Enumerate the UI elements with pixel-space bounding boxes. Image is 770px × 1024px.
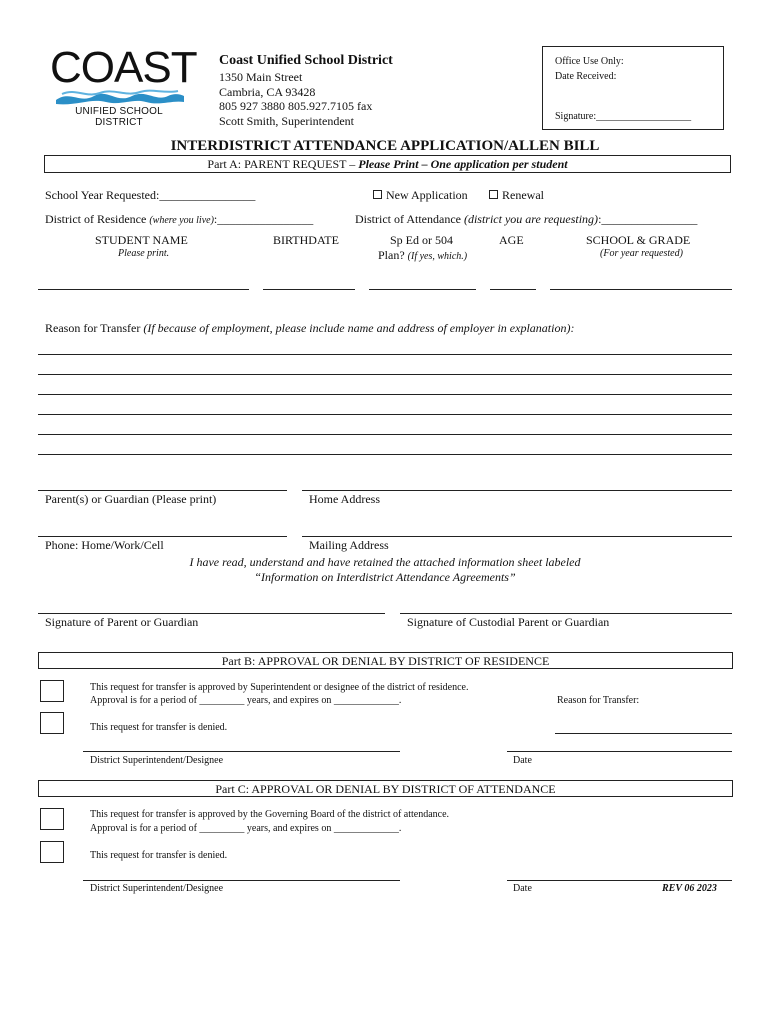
part-a-heading-text: Part A: PARENT REQUEST – xyxy=(207,157,359,171)
district-attendance-field[interactable] xyxy=(355,212,697,226)
part-b-date-line[interactable] xyxy=(507,751,732,752)
attestation-line-1: I have read, understand and have retained the attached information sheet labeled xyxy=(189,555,581,569)
new-application-label: New Application xyxy=(386,188,468,202)
office-use-title: Office Use Only: xyxy=(555,56,624,67)
col-sped-line1: Sp Ed or 504 xyxy=(390,233,453,247)
part-b-deny-checkbox[interactable] xyxy=(40,712,64,734)
part-c-designee-label: District Superintendent/Designee xyxy=(90,883,224,894)
district-residence-label: District of Residence xyxy=(45,212,150,226)
reason-hint: (If because of employment, please include name and address of employer in explanation): xyxy=(143,321,575,335)
district-residence-hint: (where you live) xyxy=(149,215,214,226)
parent-name-line[interactable] xyxy=(38,490,287,491)
logo-wave-icon xyxy=(56,88,184,106)
address-line-2: Cambria, CA 93428 xyxy=(219,85,316,99)
district-attendance-blank: :________________ xyxy=(598,212,698,226)
mailing-address-label: Mailing Address xyxy=(309,538,389,552)
part-a-heading xyxy=(45,157,730,171)
form-title: INTERDISTRICT ATTENDANCE APPLICATION/ALLEN BILL xyxy=(170,138,600,154)
part-c-date-label: Date xyxy=(513,883,532,894)
mailing-address-line[interactable] xyxy=(302,536,732,537)
new-application-checkbox[interactable] xyxy=(373,190,382,199)
part-c-approved-line2: Approval is for a period of _________ years, and expires on _____________. xyxy=(90,823,402,834)
student-name-line[interactable] xyxy=(38,289,249,290)
renewal-label: Renewal xyxy=(502,188,544,202)
home-address-line[interactable] xyxy=(302,490,732,491)
district-attendance-hint: (district you are requesting) xyxy=(463,212,599,226)
phone-line[interactable] xyxy=(38,536,287,537)
col-school-grade-hint: (For year requested) xyxy=(600,248,683,259)
part-b-reason-line[interactable] xyxy=(555,733,732,734)
part-c-heading-box xyxy=(38,780,733,797)
part-b-designee-line[interactable] xyxy=(83,751,400,752)
school-year-field[interactable]: School Year Requested:________________ xyxy=(45,188,256,202)
part-b-reason-label: Reason for Transfer: xyxy=(557,695,640,706)
renewal-checkbox[interactable] xyxy=(489,190,498,199)
school-grade-line[interactable] xyxy=(550,289,732,290)
part-b-denied: This request for transfer is denied. xyxy=(90,722,228,733)
col-sped-line2 xyxy=(378,248,467,263)
reason-line-3[interactable] xyxy=(38,394,732,395)
reason-line-5[interactable] xyxy=(38,434,732,435)
reason-line-4[interactable] xyxy=(38,414,732,415)
part-b-approved-line2: Approval is for a period of _________ years, and expires on _____________. xyxy=(90,695,402,706)
office-signature-label: Signature:___________________ xyxy=(555,111,692,122)
reason-label: Reason for Transfer xyxy=(45,321,144,335)
col-birthdate: BIRTHDATE xyxy=(273,233,339,247)
col-school-grade: SCHOOL & GRADE xyxy=(586,233,691,247)
logo-subline: UNIFIED SCHOOL DISTRICT xyxy=(75,106,163,128)
district-residence-blank: :________________ xyxy=(213,212,314,226)
district-attendance-label: District of Attendance xyxy=(355,212,464,226)
part-c-deny-checkbox[interactable] xyxy=(40,841,64,863)
part-a-heading-emphasis: Please Print – One application per student xyxy=(358,157,568,171)
col-age: AGE xyxy=(499,233,524,247)
district-logo xyxy=(50,43,197,128)
birthdate-line[interactable] xyxy=(263,289,355,290)
part-b-date-label: Date xyxy=(513,755,532,766)
col-sped-plan: Plan? xyxy=(378,248,408,262)
part-c-approved-line1: This request for transfer is approved by the Governing Board of the district of attendance. xyxy=(90,809,450,820)
part-c-date-line[interactable] xyxy=(507,880,732,881)
district-name: Coast Unified School District xyxy=(219,53,393,68)
parent-signature-label: Signature of Parent or Guardian xyxy=(45,615,199,629)
part-b-designee-label: District Superintendent/Designee xyxy=(90,755,224,766)
address-line-1: 1350 Main Street xyxy=(219,70,303,84)
sped-line[interactable] xyxy=(369,289,476,290)
reason-for-transfer xyxy=(45,321,574,335)
part-c-heading: Part C: APPROVAL OR DENIAL BY DISTRICT OF ATTENDANCE xyxy=(215,782,556,796)
office-use-box xyxy=(542,46,724,130)
age-line[interactable] xyxy=(490,289,536,290)
part-b-heading: Part B: APPROVAL OR DENIAL BY DISTRICT OF RESIDENCE xyxy=(221,654,550,668)
parent-name-label: Parent(s) or Guardian (Please print) xyxy=(45,492,217,506)
date-received-label: Date Received: xyxy=(555,71,617,82)
part-b-approve-checkbox[interactable] xyxy=(40,680,64,702)
superintendent: Scott Smith, Superintendent xyxy=(219,114,354,128)
part-c-approve-checkbox[interactable] xyxy=(40,808,64,830)
col-student-name: STUDENT NAME xyxy=(95,233,188,247)
custodial-signature-line[interactable] xyxy=(400,613,732,614)
phone-fax: 805 927 3880 805.927.7105 fax xyxy=(219,99,373,113)
parent-signature-line[interactable] xyxy=(38,613,385,614)
attestation-line-2: “Information on Interdistrict Attendance Agreements” xyxy=(254,570,516,584)
reason-line-1[interactable] xyxy=(38,354,732,355)
district-residence-field[interactable] xyxy=(45,212,313,227)
col-student-name-hint: Please print. xyxy=(118,248,170,259)
part-b-approved-line1: This request for transfer is approved by Superintendent or designee of the district of residence. xyxy=(90,682,469,693)
part-c-denied: This request for transfer is denied. xyxy=(90,850,228,861)
home-address-label: Home Address xyxy=(309,492,380,506)
custodial-signature-label: Signature of Custodial Parent or Guardian xyxy=(407,615,610,629)
phone-label: Phone: Home/Work/Cell xyxy=(45,538,164,552)
col-sped-hint: (If yes, which.) xyxy=(407,251,468,262)
reason-line-2[interactable] xyxy=(38,374,732,375)
revision-code: REV 06 2023 xyxy=(662,883,717,894)
part-b-heading-box xyxy=(38,652,733,669)
part-a-heading-box xyxy=(44,155,731,173)
part-c-designee-line[interactable] xyxy=(83,880,400,881)
reason-line-6[interactable] xyxy=(38,454,732,455)
logo-wordmark: COAST xyxy=(50,43,197,92)
